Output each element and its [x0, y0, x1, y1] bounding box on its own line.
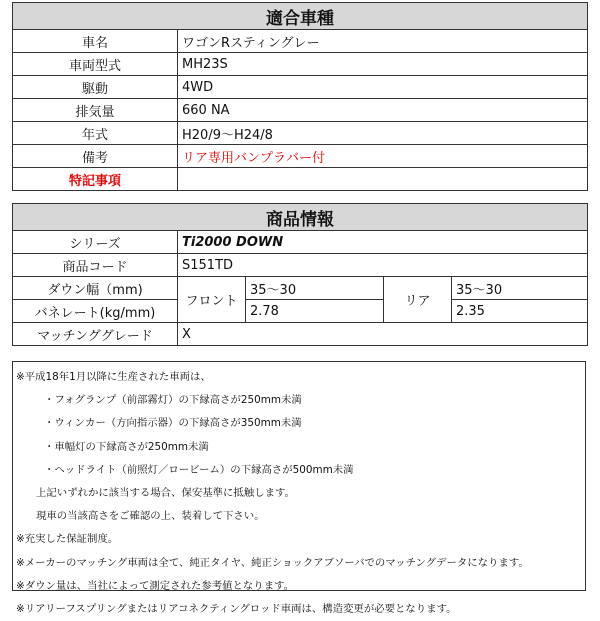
vehicle-table-title: 適合車種	[13, 3, 588, 30]
notes-box	[12, 361, 586, 616]
note-line: ※平成18年1月以降に生産された車両は、	[16, 371, 211, 383]
product-table-title: 商品情報	[13, 204, 588, 231]
note-line: ※充実した保証制度。	[16, 533, 119, 546]
note-line: ※メーカーのマッチング車両は全て、純正タイヤ、純正ショックアブソーバでのマッチングデータになります。	[16, 556, 529, 569]
series-value: Ti2000 DOWN	[178, 231, 588, 254]
note-line: 上記いずれかに該当する場合、保安基準に抵触します。	[36, 487, 295, 500]
row-label: 備考	[13, 145, 178, 168]
rear-down-value: 35～30	[452, 277, 588, 300]
note-line: ・フォグランプ（前部霧灯）の下縁高さが250mm未満	[44, 394, 302, 407]
rate-label: バネレート(kg/mm)	[13, 300, 178, 323]
row-value: 660 NA	[178, 99, 588, 122]
table-row	[13, 99, 588, 122]
front-label: フロント	[178, 277, 246, 323]
row-value	[178, 168, 588, 191]
table-row	[13, 30, 588, 53]
row-label: 車名	[13, 30, 178, 53]
down-label: ダウン幅（mm)	[13, 277, 178, 300]
row-label: 排気量	[13, 99, 178, 122]
table-row	[13, 300, 588, 323]
code-value: S151TD	[178, 254, 588, 277]
code-label: 商品コード	[13, 254, 178, 277]
table-row	[13, 145, 588, 168]
note-line: ※リアリーフスプリングまたはリアコネクティングロッド車両は、構造変更が必要となります。	[16, 603, 457, 616]
table-row	[13, 53, 588, 76]
table-row	[13, 323, 588, 346]
note-line: ※ダウン量は、当社によって測定された参考値となります。	[16, 579, 295, 592]
note-line: ・ウィンカー（方向指示器）の下縁高さが350mm未満	[44, 417, 302, 430]
table-row	[13, 122, 588, 145]
front-down-value: 35～30	[246, 277, 384, 300]
row-label: 車両型式	[13, 53, 178, 76]
table-row	[13, 254, 588, 277]
note-line: ・車幅灯の下縁高さが250mm未満	[44, 440, 209, 453]
row-label: 年式	[13, 122, 178, 145]
table-row	[13, 168, 588, 191]
row-value: 4WD	[178, 76, 588, 99]
product-table	[12, 203, 588, 346]
series-label: シリーズ	[13, 231, 178, 254]
row-value: MH23S	[178, 53, 588, 76]
row-value: リア専用バンプラバー付	[178, 145, 588, 168]
rear-label: リア	[384, 277, 452, 323]
row-value: H20/9～H24/8	[178, 122, 588, 145]
vehicle-table	[12, 2, 588, 191]
front-rate-value: 2.78	[246, 300, 384, 323]
note-line: 現車の当該高さをご確認の上、装着して下さい。	[36, 510, 265, 523]
row-label: 特記事項	[13, 168, 178, 191]
grade-label: マッチンググレード	[13, 323, 178, 346]
grade-value: X	[178, 323, 588, 346]
table-row	[13, 76, 588, 99]
row-label: 駆動	[13, 76, 178, 99]
table-row	[13, 231, 588, 254]
note-line: ・ヘッドライト（前照灯／ロービーム）の下縁高さが500mm未満	[44, 463, 354, 476]
table-row	[13, 277, 588, 300]
row-value: ワゴンRスティングレー	[178, 30, 588, 53]
rear-rate-value: 2.35	[452, 300, 588, 323]
